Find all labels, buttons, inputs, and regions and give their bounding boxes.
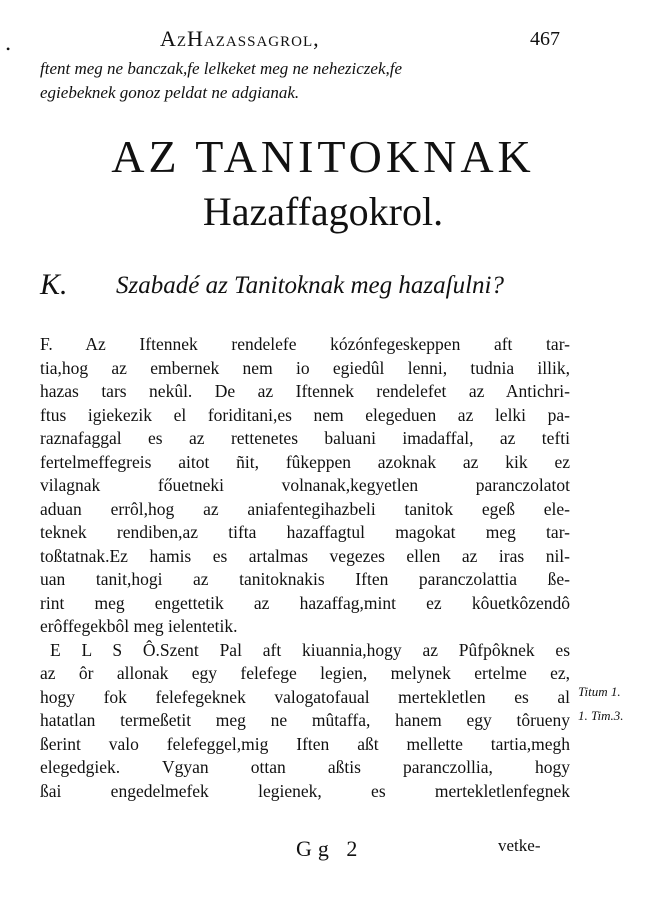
- text-line: F. Az Iftennek rendelefe kózónfegeskeppen aft tar-: [40, 334, 570, 354]
- text-line: teknek rendiben,az tifta hazaffagtul magokat meg tar-: [40, 522, 570, 542]
- section-heading: AZ TANITOKNAK: [111, 131, 535, 182]
- text-line: rint meg engettetik az hazaffag,mint ez kôuetkôzendô: [40, 592, 570, 613]
- signature-mark: Gg 2: [296, 836, 364, 861]
- text-line: ftus igiekezik el foriditani,es nem elegeduen az lelki pa-: [40, 404, 570, 425]
- running-title: AzHazassagrol,: [160, 26, 320, 51]
- text-line: hogy fok felefegeknek valogatofaual mertekletlen es al: [40, 686, 570, 707]
- text-line: tia,hog az embernek nem io egiedûl lenni, tudnia illik,: [40, 357, 570, 378]
- margin-note: 1. Tim.3.: [578, 708, 624, 723]
- text-line: erôffegekbôl meg ielentetik.: [40, 616, 238, 636]
- text-line: aduan errôl,hog az aniafentegihazbeli tanitok egeß ele-: [40, 498, 570, 519]
- section-subheading: Hazaffagokrol.: [202, 189, 444, 234]
- text-line: hazas tars nekûl. De az Iftennek rendelefet az Antichri-: [40, 381, 570, 401]
- text-line: elegedgiek. Vgyan ottan aßtis paranczollia, hogy: [40, 757, 570, 777]
- tail-line: egiebeknek gonoz peldat ne adgianak.: [40, 83, 300, 102]
- previous-section-tail: [40, 57, 580, 105]
- tail-line: ftent meg ne banczak,fe lelkeket meg ne neheziczek,fe: [40, 59, 403, 78]
- bullet-mark: •: [6, 42, 11, 56]
- text-line: vilagnak főuetneki volnanak,kegyetlen paranczolatot: [40, 475, 570, 495]
- margin-note: Titum 1.: [578, 684, 621, 699]
- running-head: [0, 26, 646, 56]
- text-line: raznafaggal es az rettenetes baluani imadaffal, az tefti: [40, 428, 570, 448]
- question: [40, 268, 600, 308]
- text-line: fertelmeffegreis aitot ñit, fûkeppen azoknak az kik ez: [40, 451, 570, 472]
- question-letter: K.: [40, 268, 68, 301]
- page-number: 467: [530, 28, 560, 50]
- text-line: ßai engedelmefek legienek, es mertekletlenfegnek: [40, 780, 570, 801]
- catchword: vetke-: [498, 836, 541, 855]
- text-line: E L S Ô.Szent Pal aft kiuannia,hogy az Pûfpôknek es: [50, 639, 570, 660]
- answer-text: [40, 333, 570, 803]
- text-line: toßtatnak.Ez hamis es artalmas vegezes ellen az iras nil-: [40, 545, 570, 566]
- text-line: az ôr allonak egy felefege legien, melynek ertelme ez,: [40, 663, 570, 683]
- text-line: hatatlan termeßetit meg ne mûtaffa, hanem egy tôrueny: [40, 710, 570, 730]
- question-text: Szabadé az Tanitoknak meg hazaſulni?: [116, 272, 504, 299]
- text-line: uan tanit,hogi az tanitoknakis Iften paranczolattia ße-: [40, 569, 570, 589]
- text-line: ßerint valo felefeggel,mig Iften aßt mellette tartia,megh: [40, 733, 570, 754]
